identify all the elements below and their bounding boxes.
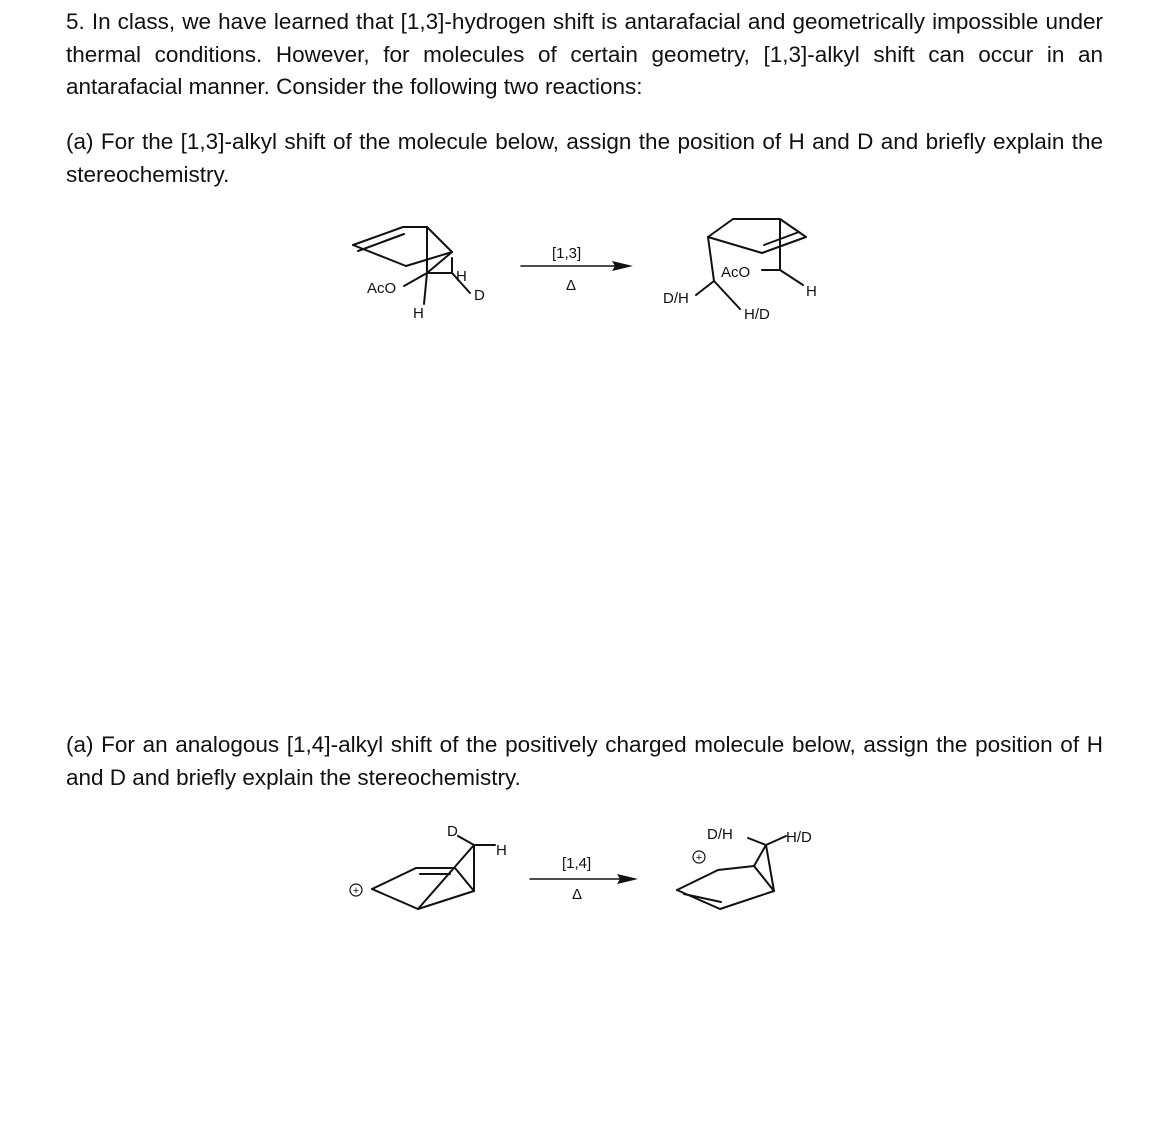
product-1-hd-label: H/D	[744, 306, 770, 323]
reactant-2-structure	[372, 836, 495, 909]
product-2-charge-sign: +	[695, 852, 703, 864]
arrow-1-label-above: [1,3]	[552, 245, 582, 262]
product-2-charge-badge	[693, 851, 705, 864]
reactant-2-d-label: D	[447, 823, 458, 840]
product-1-dh-label: D/H	[663, 290, 689, 307]
reaction-arrow-2	[530, 874, 638, 884]
arrow-2-label-below: Δ	[572, 886, 583, 903]
product-2-hd-label: H/D	[786, 829, 812, 846]
reactant-1-h-label: H	[456, 268, 467, 285]
reactant-2-charge-badge	[350, 884, 362, 897]
reactant-1-aco-label: AcO	[367, 280, 397, 297]
reactant-1-d-label: D	[474, 287, 485, 304]
question-part-a: (a) For the [1,3]-alkyl shift of the molecule below, assign the position of H and D and briefly explain the stereochemistry.	[66, 129, 1103, 187]
question-intro: 5. In class, we have learned that [1,3]-hydrogen shift is antarafacial and geometrically impossible under thermal conditions. However, for molecules of certain geometry, [1,3]-alkyl shift can occur in an antarafacial manner. Consider the following two reactions:	[66, 9, 1103, 99]
reactant-2-charge-sign: +	[352, 885, 360, 897]
product-1-aco-label: AcO	[721, 264, 751, 281]
arrow-1-label-below: Δ	[566, 277, 577, 294]
arrow-2-label-above: [1,4]	[562, 855, 592, 872]
question-part-b: (a) For an analogous [1,4]-alkyl shift of the positively charged molecule below, assign the position of H and D and briefly explain the stereochemistry.	[66, 732, 1103, 790]
reactant-2-h-label: H	[496, 842, 507, 859]
product-1-h-label: H	[806, 283, 817, 300]
reactant-1-h-bottom-label: H	[413, 305, 424, 322]
product-2-structure	[677, 836, 786, 909]
product-2-dh-label: D/H	[707, 826, 733, 843]
